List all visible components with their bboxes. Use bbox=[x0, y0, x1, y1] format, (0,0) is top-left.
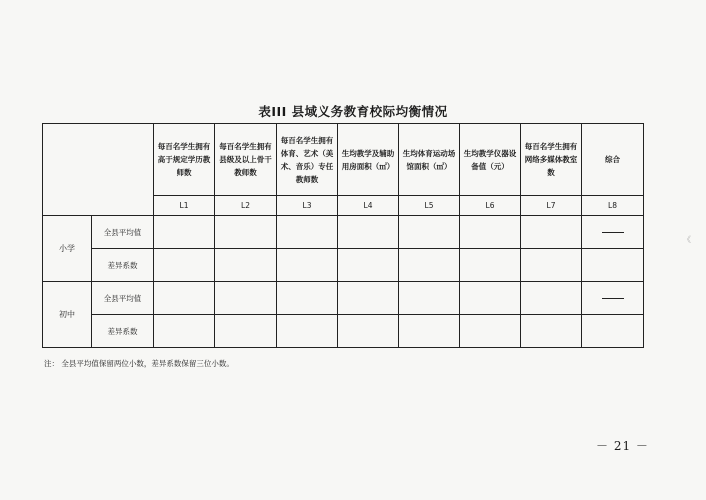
table-cell bbox=[582, 249, 644, 282]
header-l1: 每百名学生拥有高于规定学历教师数 bbox=[154, 124, 215, 196]
code-l5: L5 bbox=[399, 196, 460, 216]
page-number: － 21 － bbox=[596, 439, 649, 453]
table-cell bbox=[154, 216, 215, 249]
table-cell bbox=[582, 315, 644, 348]
table-cell bbox=[215, 282, 277, 315]
code-l1: L1 bbox=[154, 196, 215, 216]
corner-cell bbox=[43, 124, 154, 216]
header-l2: 每百名学生拥有县级及以上骨干教师数 bbox=[215, 124, 277, 196]
header-l3: 每百名学生拥有体育、艺术（美术、音乐）专任教师数 bbox=[277, 124, 338, 196]
table-cell bbox=[521, 315, 582, 348]
table-cell bbox=[154, 249, 215, 282]
table-cell bbox=[277, 249, 338, 282]
header-l5: 生均体育运动场馆面积（㎡） bbox=[399, 124, 460, 196]
code-l7: L7 bbox=[521, 196, 582, 216]
table-cell bbox=[521, 249, 582, 282]
code-l8: L8 bbox=[582, 196, 644, 216]
header-l4: 生均教学及辅助用房面积（㎡） bbox=[338, 124, 399, 196]
table-cell bbox=[338, 282, 399, 315]
table-cell bbox=[399, 282, 460, 315]
table-cell bbox=[460, 216, 521, 249]
dash-mark bbox=[602, 232, 624, 233]
margin-mark: 《 bbox=[683, 235, 691, 244]
code-l3: L3 bbox=[277, 196, 338, 216]
table-cell bbox=[215, 315, 277, 348]
footnote: 注： 全县平均值保留两位小数，差异系数保留三位小数。 bbox=[44, 359, 234, 368]
table-cell bbox=[154, 282, 215, 315]
table-cell bbox=[277, 216, 338, 249]
table-cell bbox=[521, 216, 582, 249]
row-label: 全县平均值 bbox=[92, 216, 154, 249]
code-l4: L4 bbox=[338, 196, 399, 216]
table-cell-dash bbox=[582, 216, 644, 249]
header-l6: 生均教学仪器设备值（元） bbox=[460, 124, 521, 196]
group-primary: 小学 bbox=[43, 216, 92, 282]
row-label: 差异系数 bbox=[92, 315, 154, 348]
header-l7: 每百名学生拥有网络多媒体教室数 bbox=[521, 124, 582, 196]
table-cell bbox=[154, 315, 215, 348]
table-cell bbox=[277, 315, 338, 348]
code-l6: L6 bbox=[460, 196, 521, 216]
table-cell bbox=[460, 249, 521, 282]
table-cell bbox=[277, 282, 338, 315]
table-cell bbox=[338, 315, 399, 348]
row-label: 差异系数 bbox=[92, 249, 154, 282]
table-cell bbox=[399, 216, 460, 249]
header-l8: 综合 bbox=[582, 124, 644, 196]
row-label: 全县平均值 bbox=[92, 282, 154, 315]
table-cell-dash bbox=[582, 282, 644, 315]
dash-mark bbox=[602, 298, 624, 299]
balance-table bbox=[42, 123, 644, 348]
table-title: 表III 县域义务教育校际均衡情况 bbox=[258, 104, 448, 119]
table-cell bbox=[460, 282, 521, 315]
table-cell bbox=[215, 249, 277, 282]
code-l2: L2 bbox=[215, 196, 277, 216]
table-cell bbox=[338, 216, 399, 249]
group-junior: 初中 bbox=[43, 282, 92, 348]
table-cell bbox=[521, 282, 582, 315]
table-cell bbox=[399, 315, 460, 348]
table-cell bbox=[399, 249, 460, 282]
table-cell bbox=[460, 315, 521, 348]
table-cell bbox=[215, 216, 277, 249]
table-cell bbox=[338, 249, 399, 282]
